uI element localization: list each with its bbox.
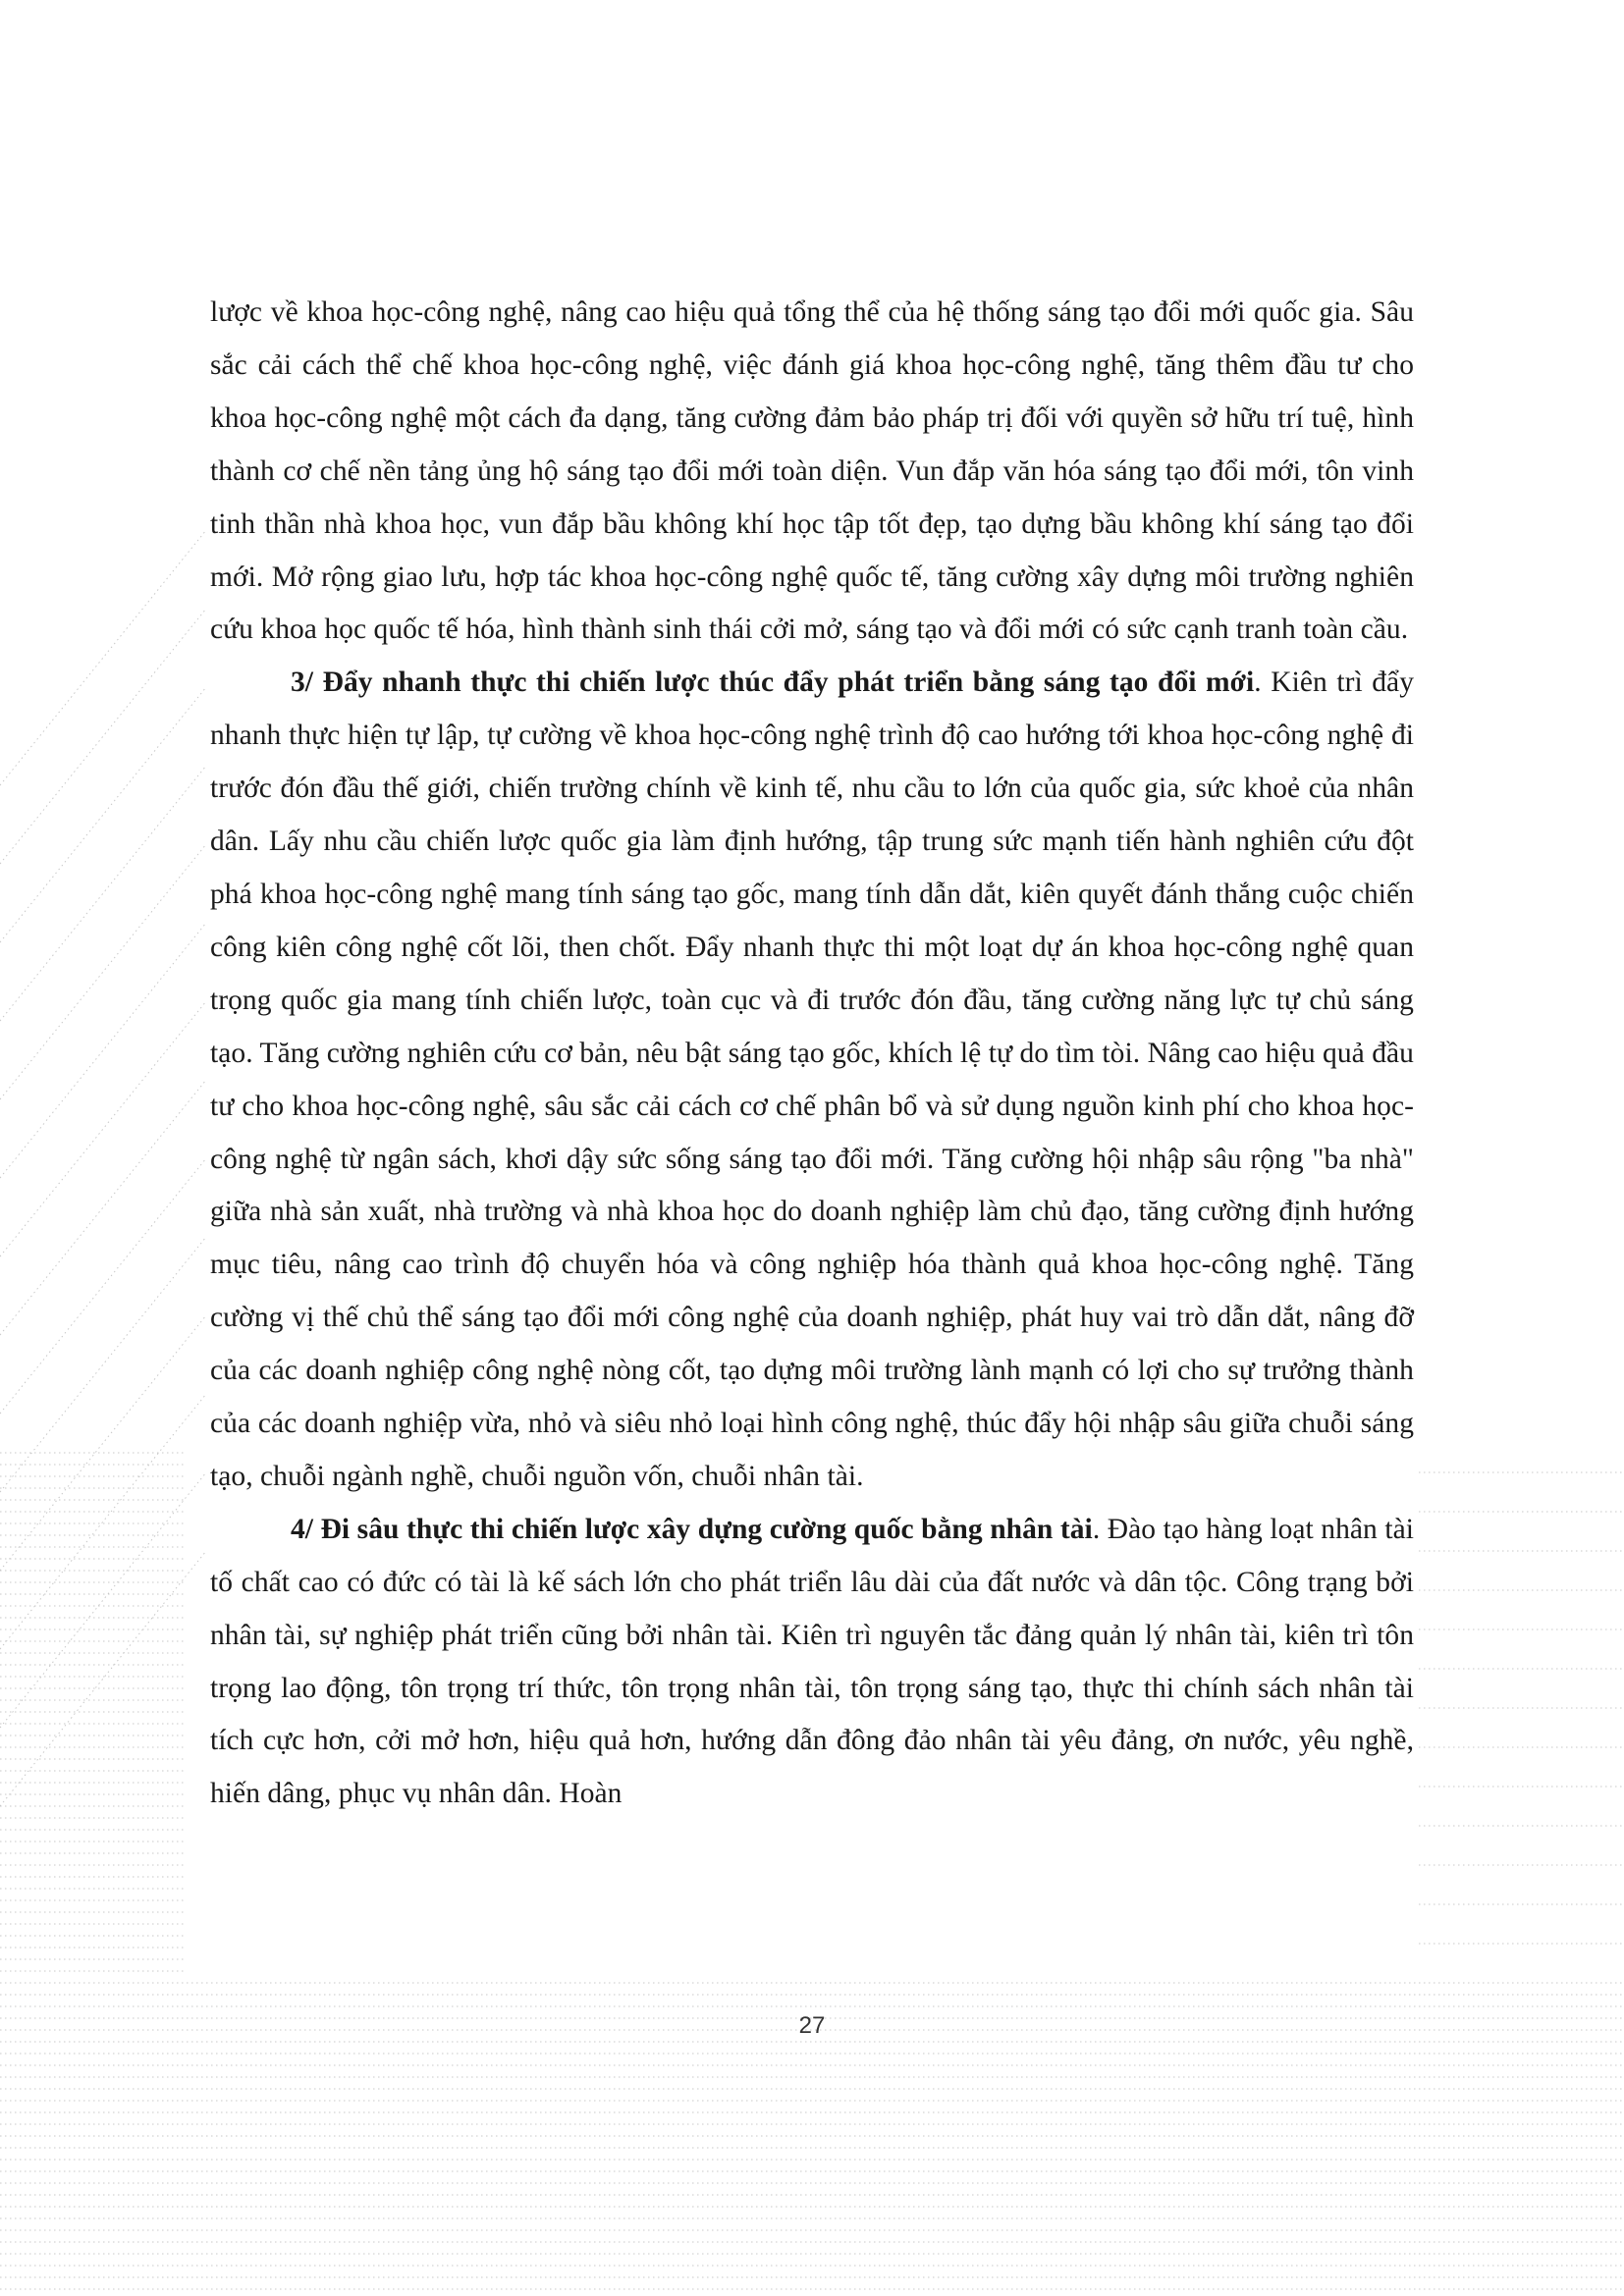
paragraph-1-text: lược về khoa học-công nghệ, nâng cao hiệu quả tổng thể của hệ thống sáng tạo đổi mới quốc gia. Sâu sắc cải cách thể chế khoa học-công nghệ, việc đánh giá khoa học-công nghệ, tăng thêm đầu tư cho khoa học-công nghệ một cách đa dạng, tăng cường đảm bảo pháp trị đối với quyền sở hữu trí tuệ, hình thành cơ chế nền tảng ủng hộ sáng tạo đổi mới toàn diện. Vun đắp văn hóa sáng tạo đổi mới, tôn vinh tinh thần nhà khoa học, vun đắp bầu không khí học tập tốt đẹp, tạo dựng bầu không khí sáng tạo đổi mới. Mở rộng giao lưu, hợp tác khoa học-công nghệ quốc tế, tăng cường xây dựng môi trường nghiên cứu khoa học quốc tế hóa, hình thành sinh thái cởi mở, sáng tạo và đổi mới có sức cạnh tranh toàn cầu.	[210, 296, 1414, 646]
artifact-line	[0, 766, 206, 1021]
paragraph-3-text: . Đào tạo hàng loạt nhân tài tố chất cao có đức có tài là kế sách lớn cho phát triển lâu dài của đất nước và dân tộc. Công trạng bởi nhân tài, sự nghiệp phát triển cũng bởi nhân tài. Kiên trì nguyên tắc đảng quản lý nhân tài, kiên trì tôn trọng lao động, tôn trọng trí thức, tôn trọng nhân tài, tôn trọng sáng tạo, thực thi chính sách nhân tài tích cực hơn, cởi mở hơn, hiệu quả hơn, hướng dẫn đông đảo nhân tài yêu đảng, ơn nước, yêu nghề, hiến dâng, phục vụ nhân dân. Hoàn	[210, 1513, 1414, 1810]
artifact-line	[0, 1551, 206, 1806]
document-body	[210, 287, 1414, 1821]
artifact-line	[0, 1158, 206, 1414]
artifact-line	[0, 609, 206, 864]
paragraph-2-text: . Kiên trì đẩy nhanh thực hiện tự lập, tự cường về khoa học-công nghệ trình độ cao hướng tới khoa học-công nghệ đi trước đón đầu thế giới, chiến trường chính về kinh tế, nhu cầu to lớn của quốc gia, sức khoẻ của nhân dân. Lấy nhu cầu chiến lược quốc gia làm định hướng, tập trung sức mạnh tiến hành nghiên cứu đột phá khoa học-công nghệ mang tính sáng tạo gốc, mang tính dẫn dắt, kiên quyết đánh thắng cuộc chiến công kiên công nghệ cốt lõi, then chốt. Đẩy nhanh thực thi một loạt dự án khoa học-công nghệ quan trọng quốc gia mang tính chiến lược, toàn cục và đi trước đón đầu, tăng cường năng lực tự chủ sáng tạo. Tăng cường nghiên cứu cơ bản, nêu bật sáng tạo gốc, khích lệ tự do tìm tòi. Nâng cao hiệu quả đầu tư cho khoa học-công nghệ, sâu sắc cải cách cơ chế phân bổ và sử dụng nguồn kinh phí cho khoa học-công nghệ từ ngân sách, khơi dậy sức sống sáng tạo đổi mới. Tăng cường hội nhập sâu rộng "ba nhà" giữa nhà sản xuất, nhà trường và nhà khoa học do doanh nghiệp làm chủ đạo, tăng cường định hướng mục tiêu, nâng cao trình độ chuyển hóa và công nghiệp hóa thành quả khoa học-công nghệ. Tăng cường vị thế chủ thể sáng tạo đổi mới công nghệ của doanh nghiệp, phát huy vai trò dẫn dắt, nâng đỡ của các doanh nghiệp công nghệ nòng cốt, tạo dựng môi trường lành mạnh có lợi cho sự trưởng thành của các doanh nghiệp vừa, nhỏ và siêu nhỏ loại hình công nghệ, thúc đẩy hội nhập sâu giữa chuỗi sáng tạo, chuỗi ngành nghề, chuỗi nguồn vốn, chuỗi nhân tài.	[210, 667, 1414, 1492]
artifact-line	[0, 1394, 206, 1649]
artifact-line	[0, 1315, 206, 1571]
artifact-line	[0, 923, 206, 1178]
artifact-line	[0, 687, 206, 942]
paragraph-2	[210, 657, 1414, 1504]
paragraph-1	[210, 287, 1414, 657]
paragraph-3-heading: 4/ Đi sâu thực thi chiến lược xây dựng cường quốc bằng nhân tài	[291, 1513, 1093, 1545]
artifact-line	[0, 1001, 206, 1256]
artifact-line	[0, 530, 206, 785]
artifact-line	[0, 844, 206, 1099]
artifact-line	[0, 1080, 206, 1335]
paragraph-3	[210, 1504, 1414, 1821]
artifact-line	[0, 1472, 206, 1728]
artifact-line	[0, 1237, 206, 1492]
page-number: 27	[798, 2012, 826, 2039]
paragraph-2-heading: 3/ Đẩy nhanh thực thi chiến lược thúc đẩy phát triển bằng sáng tạo đổi mới	[291, 667, 1255, 699]
